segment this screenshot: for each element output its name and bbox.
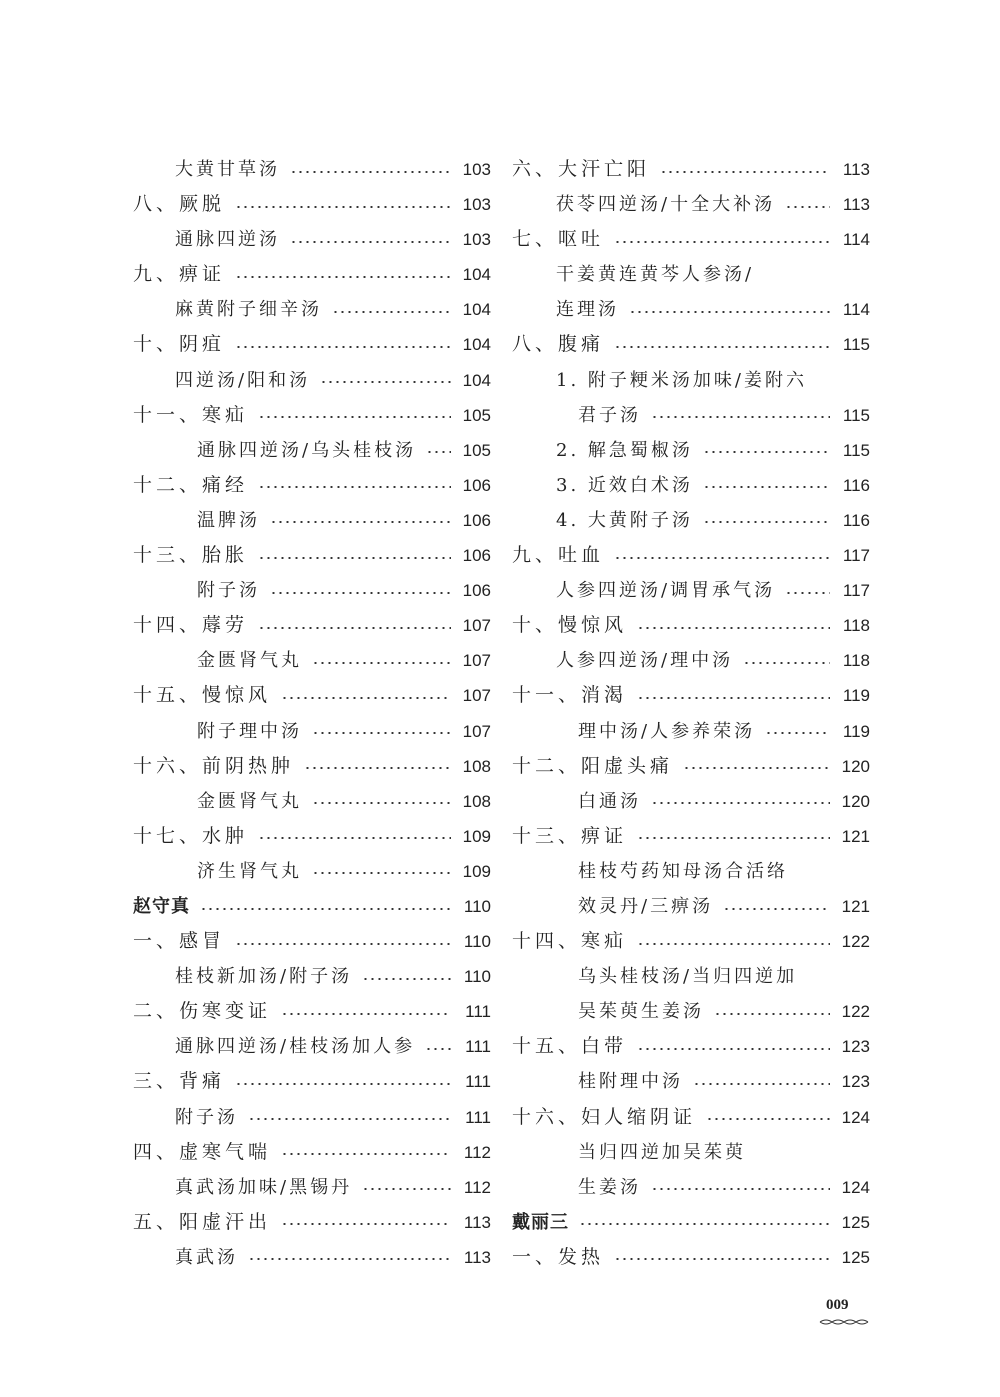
- toc-leader-dots: [362, 978, 451, 980]
- toc-sub-entry[interactable]: [512, 187, 870, 222]
- toc-page-number: 125: [841, 1212, 870, 1232]
- toc-entry-title: 一、感冒: [133, 930, 226, 953]
- toc-sub-entry[interactable]: [133, 714, 491, 749]
- toc-entry-title: 四逆汤/阳和汤: [175, 369, 311, 391]
- toc-page-number: 115: [842, 335, 870, 355]
- toc-leader-dots: [270, 592, 451, 594]
- toc-leader-dots: [362, 1188, 451, 1190]
- toc-entry-title: 真武汤: [175, 1246, 238, 1268]
- toc-entry-title: 效灵丹/三痹汤: [578, 895, 714, 917]
- toc-leader-dots: [579, 1223, 830, 1225]
- toc-entry-title: 桂枝芍药知母汤合活络: [578, 860, 788, 882]
- toc-entry-title: 2. 解急蜀椒汤: [556, 439, 693, 461]
- toc-entry-title: 九、吐血: [512, 544, 605, 567]
- toc-page-number: 104: [462, 265, 491, 285]
- toc-page-number: 113: [463, 1247, 491, 1267]
- toc-entry-title: 十五、慢惊风: [133, 684, 272, 707]
- toc-sub-entry[interactable]: [133, 433, 491, 468]
- toc-section-heading[interactable]: [512, 608, 870, 643]
- toc-page-number: 104: [462, 300, 491, 320]
- toc-entry-title: 十六、前阴热肿: [133, 754, 295, 777]
- toc-entry-title: 十六、妇人缩阴证: [512, 1105, 697, 1128]
- toc-left-column: [133, 152, 491, 1275]
- toc-page-number: 110: [463, 932, 491, 952]
- toc-section-heading[interactable]: [512, 1240, 870, 1275]
- toc-leader-dots: [235, 276, 451, 278]
- toc-page-number: 114: [842, 230, 870, 250]
- toc-leader-dots: [281, 1223, 451, 1225]
- toc-leader-dots: [258, 627, 451, 629]
- toc-leader-dots: [258, 416, 451, 418]
- toc-entry-title: 麻黄附子细辛汤: [175, 299, 322, 321]
- toc-sub-entry[interactable]: [133, 503, 491, 538]
- toc-leader-dots: [660, 171, 830, 173]
- toc-leader-dots: [743, 662, 830, 664]
- toc-entry-title: 大黄甘草汤: [175, 159, 280, 180]
- toc-sub-entry[interactable]: [133, 292, 491, 327]
- toc-sub-entry[interactable]: [133, 959, 491, 994]
- toc-section-heading[interactable]: [512, 152, 870, 187]
- toc-sub-entry[interactable]: [512, 398, 870, 433]
- toc-page-number: 119: [842, 721, 870, 741]
- toc-leader-dots: [312, 802, 451, 804]
- page-number-ornament: [818, 1318, 870, 1326]
- toc-section-heading[interactable]: [512, 327, 870, 362]
- toc-entry-title: 六、大汗亡阳: [512, 158, 651, 180]
- toc-page-number: 125: [841, 1247, 870, 1267]
- toc-leader-dots: [270, 521, 451, 523]
- toc-leader-dots: [651, 802, 830, 804]
- toc-leader-dots: [281, 697, 451, 699]
- toc-page-number: 121: [841, 896, 870, 916]
- toc-author-heading[interactable]: [133, 889, 491, 924]
- toc-page-number: 108: [462, 791, 491, 811]
- toc-page-number: 105: [462, 440, 491, 460]
- toc-entry-title: 金匮肾气丸: [197, 790, 302, 812]
- toc-section-heading[interactable]: [133, 1135, 491, 1170]
- toc-page-number: 115: [842, 440, 870, 460]
- toc-entry-title: 十一、寒疝: [133, 403, 249, 426]
- toc-page-number: 122: [841, 1002, 870, 1022]
- toc-entry-title: 十二、痛经: [133, 473, 249, 496]
- toc-sub-entry[interactable]: [512, 994, 870, 1029]
- toc-section-heading[interactable]: [133, 1205, 491, 1240]
- toc-section-heading[interactable]: [512, 538, 870, 573]
- toc-section-heading[interactable]: [512, 1100, 870, 1135]
- toc-entry-title: 当归四逆加吴茱萸: [578, 1141, 746, 1163]
- toc-entry-title: 十三、胎胀: [133, 544, 249, 567]
- toc-entry-title: 十二、阳虚头痛: [512, 754, 674, 777]
- toc-section-heading[interactable]: [133, 608, 491, 643]
- toc-page-number: 107: [462, 651, 491, 671]
- toc-entry-title: 四、虚寒气喘: [133, 1140, 272, 1163]
- toc-leader-dots: [235, 206, 451, 208]
- toc-page-number: 118: [842, 651, 870, 671]
- toc-entry-title: 人参四逆汤/理中汤: [556, 650, 734, 672]
- toc-leader-dots: [312, 872, 451, 874]
- toc-section-heading[interactable]: [133, 538, 491, 573]
- toc-page-number: 117: [842, 546, 870, 566]
- toc-sub-entry[interactable]: [512, 889, 870, 924]
- toc-page-number: 104: [462, 335, 491, 355]
- toc-page-number: 109: [462, 826, 491, 846]
- toc-section-heading[interactable]: [512, 222, 870, 257]
- toc-leader-dots: [258, 837, 451, 839]
- toc-leader-dots: [629, 311, 830, 313]
- toc-sub-entry[interactable]: [512, 468, 870, 503]
- toc-sub-entry[interactable]: [133, 643, 491, 678]
- toc-entry-title: 白通汤: [578, 790, 641, 812]
- toc-entry-title: 赵守真: [133, 895, 190, 917]
- toc-sub-entry[interactable]: [133, 784, 491, 819]
- toc-entry-title: 十、阴疽: [133, 333, 226, 356]
- toc-leader-dots: [235, 346, 451, 348]
- toc-section-heading[interactable]: [133, 398, 491, 433]
- toc-entry-title: 附子理中汤: [197, 720, 302, 742]
- toc-leader-dots: [614, 557, 830, 559]
- toc-page-number: 107: [462, 616, 491, 636]
- toc-entry-title: 3. 近效白术汤: [556, 474, 693, 496]
- toc-page-number: 103: [462, 230, 491, 250]
- toc-entry-title: 戴丽三: [512, 1211, 569, 1233]
- toc-page-number: 106: [462, 546, 491, 566]
- toc-page-number: 123: [841, 1072, 870, 1092]
- toc-sub-entry[interactable]: [133, 1100, 491, 1135]
- toc-page-number: 115: [842, 405, 870, 425]
- toc-leader-dots: [248, 1118, 451, 1120]
- toc-entry-title: 十五、白带: [512, 1035, 628, 1058]
- toc-page-number: 111: [465, 1107, 491, 1127]
- toc-section-heading[interactable]: [512, 678, 870, 713]
- toc-leader-dots: [637, 837, 830, 839]
- toc-section-heading[interactable]: [133, 994, 491, 1029]
- toc-section-heading[interactable]: [133, 749, 491, 784]
- toc-leader-dots: [614, 346, 830, 348]
- toc-sub-entry[interactable]: [512, 363, 870, 398]
- toc-leader-dots: [706, 1118, 830, 1120]
- toc-sub-entry[interactable]: [133, 854, 491, 889]
- toc-page-number: 124: [841, 1177, 870, 1197]
- toc-sub-entry[interactable]: [512, 714, 870, 749]
- toc-leader-dots: [425, 1048, 451, 1050]
- page-number: 009: [826, 1297, 849, 1313]
- toc-entry-title: 二、伤寒变证: [133, 1000, 272, 1023]
- toc-page-number: 119: [842, 686, 870, 706]
- toc-leader-dots: [637, 1048, 830, 1050]
- toc-sub-entry[interactable]: [133, 1029, 491, 1064]
- toc-section-heading[interactable]: [133, 257, 491, 292]
- toc-leader-dots: [765, 732, 830, 734]
- toc-leader-dots: [637, 943, 830, 945]
- toc-entry-title: 乌头桂枝汤/当归四逆加: [578, 966, 798, 988]
- toc-entry-title: 通脉四逆汤/桂枝汤加人参: [175, 1036, 416, 1058]
- toc-section-heading[interactable]: [133, 468, 491, 503]
- toc-leader-dots: [683, 767, 830, 769]
- toc-page-number: 118: [842, 616, 870, 636]
- toc-leader-dots: [290, 241, 451, 243]
- toc-page-number: 110: [463, 967, 491, 987]
- toc-entry-title: 生姜汤: [578, 1176, 641, 1198]
- toc-page-number: 121: [841, 826, 870, 846]
- toc-page-number: 122: [841, 932, 870, 952]
- toc-page-number: 111: [465, 1072, 491, 1092]
- toc-leader-dots: [785, 592, 830, 594]
- toc-entry-title: 吴茱萸生姜汤: [578, 1001, 704, 1023]
- toc-leader-dots: [332, 311, 451, 313]
- toc-sub-entry[interactable]: [512, 643, 870, 678]
- toc-leader-dots: [703, 486, 830, 488]
- toc-leader-dots: [312, 732, 451, 734]
- toc-section-heading[interactable]: [512, 1029, 870, 1064]
- toc-entry-title: 附子汤: [175, 1106, 238, 1128]
- toc-leader-dots: [200, 908, 451, 910]
- toc-sub-entry[interactable]: [133, 152, 491, 187]
- toc-page-number: 113: [842, 195, 870, 215]
- toc-page-number: 120: [841, 791, 870, 811]
- toc-leader-dots: [637, 697, 830, 699]
- toc-sub-entry[interactable]: [133, 573, 491, 608]
- toc-entry-title: 附子汤: [197, 580, 260, 602]
- toc-entry-title: 1. 附子粳米汤加味/姜附六: [556, 369, 807, 391]
- toc-entry-title: 人参四逆汤/调胃承气汤: [556, 580, 776, 602]
- toc-entry-title: 4. 大黄附子汤: [556, 509, 693, 531]
- toc-sub-entry[interactable]: [133, 363, 491, 398]
- toc-section-heading[interactable]: [133, 924, 491, 959]
- toc-page-number: 113: [463, 1212, 491, 1232]
- toc-leader-dots: [714, 1013, 830, 1015]
- toc-leader-dots: [312, 662, 451, 664]
- toc-entry-title: 九、痹证: [133, 263, 226, 286]
- toc-entry-title: 金匮肾气丸: [197, 650, 302, 672]
- toc-sub-entry[interactable]: [512, 433, 870, 468]
- toc-leader-dots: [651, 416, 830, 418]
- toc-section-heading[interactable]: [512, 924, 870, 959]
- toc-page-number: 116: [842, 475, 870, 495]
- toc-leader-dots: [651, 1188, 830, 1190]
- toc-leader-dots: [235, 1083, 451, 1085]
- toc-page-number: 104: [462, 370, 491, 390]
- toc-leader-dots: [320, 381, 451, 383]
- toc-leader-dots: [248, 1258, 451, 1260]
- toc-leader-dots: [614, 1258, 830, 1260]
- toc-sub-entry[interactable]: [512, 503, 870, 538]
- toc-entry-title: 温脾汤: [197, 509, 260, 531]
- toc-page-number: 113: [842, 160, 870, 179]
- toc-section-heading[interactable]: [133, 327, 491, 362]
- toc-section-heading[interactable]: [133, 678, 491, 713]
- toc-entry-title: 桂枝新加汤/附子汤: [175, 966, 353, 988]
- toc-page-number: 106: [462, 510, 491, 530]
- toc-page-number: 110: [463, 896, 491, 916]
- toc-leader-dots: [693, 1083, 830, 1085]
- toc-sub-entry[interactable]: [512, 784, 870, 819]
- toc-entry-title: 理中汤/人参养荣汤: [578, 720, 756, 742]
- toc-entry-title: 八、腹痛: [512, 333, 605, 356]
- toc-entry-title: 济生肾气丸: [197, 860, 302, 882]
- toc-entry-title: 连理汤: [556, 299, 619, 321]
- toc-page-number: 111: [465, 1037, 491, 1057]
- toc-page-number: 112: [463, 1177, 491, 1197]
- toc-page-number: 116: [842, 510, 870, 530]
- toc-section-heading[interactable]: [133, 187, 491, 222]
- toc-sub-entry[interactable]: [133, 222, 491, 257]
- toc-page-number: 108: [462, 756, 491, 776]
- toc-page-number: 114: [842, 300, 870, 320]
- toc-entry-title: 茯苓四逆汤/十全大补汤: [556, 194, 776, 216]
- toc-section-heading[interactable]: [512, 749, 870, 784]
- toc-leader-dots: [304, 767, 451, 769]
- toc-page-number: 107: [462, 686, 491, 706]
- toc-entry-title: 十七、水肿: [133, 824, 249, 847]
- toc-entry-title: 十四、寒疝: [512, 930, 628, 953]
- toc-sub-entry[interactable]: [512, 854, 870, 889]
- toc-leader-dots: [281, 1153, 451, 1155]
- toc-page-number: 123: [841, 1037, 870, 1057]
- toc-entry-title: 通脉四逆汤/乌头桂枝汤: [197, 439, 417, 461]
- toc-page-number: 109: [462, 861, 491, 881]
- toc-leader-dots: [703, 521, 830, 523]
- toc-page-number: 105: [462, 405, 491, 425]
- toc-sub-entry[interactable]: [133, 1240, 491, 1275]
- toc-page-number: 124: [841, 1107, 870, 1127]
- toc-leader-dots: [426, 451, 451, 453]
- toc-page-number: 103: [462, 160, 491, 179]
- toc-page-number: 117: [842, 581, 870, 601]
- toc-entry-title: 真武汤加味/黑锡丹: [175, 1176, 353, 1198]
- toc-section-heading[interactable]: [133, 1064, 491, 1099]
- toc-entry-title: 一、发热: [512, 1245, 605, 1268]
- toc-entry-title: 十三、痹证: [512, 824, 628, 847]
- toc-entry-title: 五、阳虚汗出: [133, 1210, 272, 1233]
- toc-entry-title: 桂附理中汤: [578, 1071, 683, 1093]
- toc-leader-dots: [258, 486, 451, 488]
- toc-leader-dots: [258, 557, 451, 559]
- toc-entry-title: 十四、蓐劳: [133, 614, 249, 637]
- toc-entry-title: 三、背痛: [133, 1070, 226, 1093]
- toc-section-heading[interactable]: [512, 819, 870, 854]
- toc-leader-dots: [785, 206, 830, 208]
- toc-entry-title: 八、厥脱: [133, 193, 226, 216]
- toc-leader-dots: [614, 241, 830, 243]
- toc-sub-entry[interactable]: [512, 292, 870, 327]
- toc-entry-title: 七、呕吐: [512, 228, 605, 251]
- toc-leader-dots: [723, 908, 830, 910]
- toc-sub-entry[interactable]: [512, 573, 870, 608]
- toc-sub-entry[interactable]: [512, 257, 870, 292]
- toc-leader-dots: [290, 171, 451, 173]
- toc-page-number: 120: [841, 756, 870, 776]
- toc-page-number: 106: [462, 475, 491, 495]
- toc-entry-title: 十一、消渴: [512, 684, 628, 707]
- toc-page-number: 107: [462, 721, 491, 741]
- toc-sub-entry[interactable]: [512, 1170, 870, 1205]
- toc-section-heading[interactable]: [133, 819, 491, 854]
- toc-sub-entry[interactable]: [512, 1135, 870, 1170]
- toc-entry-title: 通脉四逆汤: [175, 229, 280, 251]
- toc-entry-title: 君子汤: [578, 404, 641, 426]
- toc-leader-dots: [703, 451, 830, 453]
- toc-page-number: 103: [462, 195, 491, 215]
- toc-right-column: [512, 152, 870, 1275]
- toc-entry-title: 干姜黄连黄芩人参汤/: [556, 264, 755, 286]
- toc-author-heading[interactable]: [512, 1205, 870, 1240]
- toc-leader-dots: [637, 627, 830, 629]
- toc-sub-entry[interactable]: [512, 1064, 870, 1099]
- toc-leader-dots: [235, 943, 451, 945]
- toc-page-number: 111: [465, 1002, 491, 1022]
- toc-leader-dots: [281, 1013, 451, 1015]
- toc-page-number: 112: [463, 1142, 491, 1162]
- toc-sub-entry[interactable]: [512, 959, 870, 994]
- toc-entry-title: 十、慢惊风: [512, 614, 628, 637]
- toc-sub-entry[interactable]: [133, 1170, 491, 1205]
- toc-page-number: 106: [462, 581, 491, 601]
